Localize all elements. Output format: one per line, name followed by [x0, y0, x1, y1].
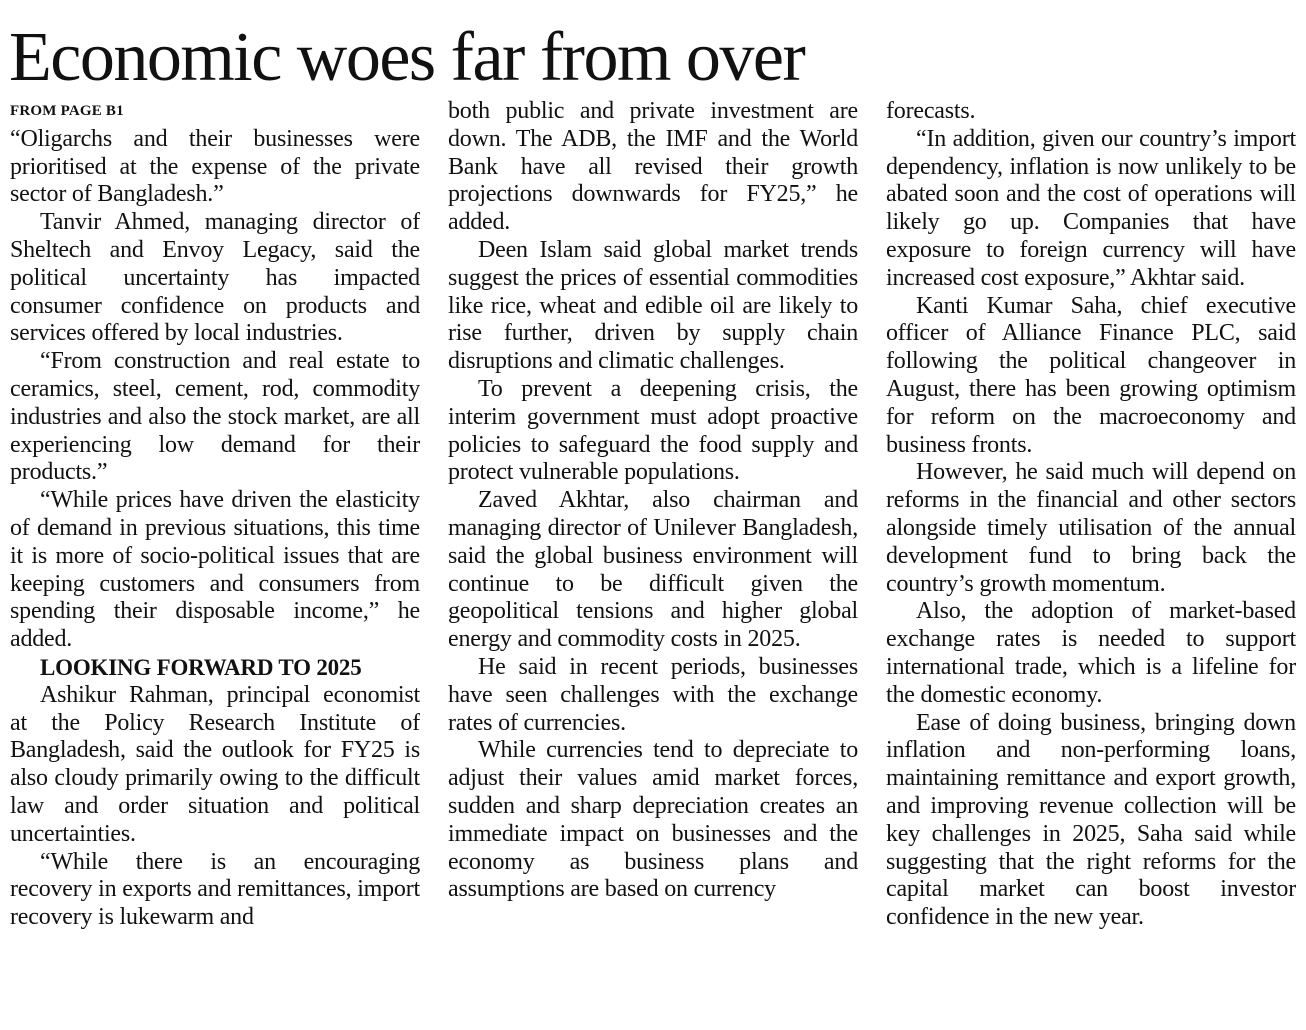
subheading: LOOKING FORWARD TO 2025: [40, 654, 362, 680]
paragraph: However, he said much will depend on reforms in the financial and other sectors alongside timely utilisation of the annual development fund to bring back the country’s growth momentum.: [886, 459, 1296, 597]
paragraph: both public and private investment are down. The ADB, the IMF and the World Bank have all revised their growth projections downwards for FY25,” he added.: [448, 98, 858, 236]
article-column-2: [448, 98, 858, 1023]
paragraph: “While there is an encouraging recovery in exports and remittances, import recovery is lukewarm and: [10, 848, 420, 931]
paragraph: “While prices have driven the elasticity of demand in previous situations, this time it is more of socio-political issues that are keeping customers and consumers from spending their disposable income,” he added.: [10, 487, 420, 653]
paragraph: Tanvir Ahmed, managing director of Sheltech and Envoy Legacy, said the political uncertainty has impacted consumer confidence on products and services offered by local industries.: [10, 209, 420, 347]
paragraph: Also, the adoption of market-based exchange rates is needed to support international trade, which is a lifeline for the domestic economy.: [886, 598, 1296, 708]
article-column-1: [10, 98, 420, 1023]
paragraph: Deen Islam said global market trends suggest the prices of essential commodities like rice, wheat and edible oil are likely to rise further, driven by supply chain disruptions and climatic challenges.: [448, 236, 858, 375]
paragraph: Ease of doing business, bringing down inflation and non-performing loans, maintaining remittance and export growth, and improving revenue collection will be key challenges in 2025, Saha said while suggesting that the right reforms for the capital market can boost investor confidence in the new year.: [886, 709, 1296, 931]
paragraph: Zaved Akhtar, also chairman and managing director of Unilever Bangladesh, said the global business environment will continue to be difficult given the geopolitical tensions and higher global energy and commodity costs in 2025.: [448, 487, 858, 653]
paragraph: forecasts.: [886, 98, 976, 124]
paragraph: He said in recent periods, businesses have seen challenges with the exchange rates of currencies.: [448, 653, 858, 736]
paragraph: While currencies tend to depreciate to adjust their values amid market forces, sudden and sharp depreciation creates an immediate impact on businesses and the economy as business plans and assumptions are based on currency: [448, 737, 858, 903]
headline: Economic woes far from over: [9, 19, 805, 96]
jump-line: FROM PAGE B1: [10, 103, 124, 119]
paragraph: Ashikur Rahman, principal economist at the Policy Research Institute of Bangladesh, said the outlook for FY25 is also cloudy primarily owing to the difficult law and order situation and political uncertainties.: [10, 681, 420, 847]
paragraph: “In addition, given our country’s import dependency, inflation is now unlikely to be abated soon and the cost of operations will likely go up. Companies that have exposure to foreign currency will have increased cost exposure,” Akhtar said.: [886, 125, 1296, 291]
paragraph: “Oligarchs and their businesses were prioritised at the expense of the private sector of Bangladesh.”: [10, 125, 420, 208]
paragraph: To prevent a deepening crisis, the interim government must adopt proactive policies to safeguard the food supply and protect vulnerable populations.: [448, 375, 858, 486]
article-column-3: [886, 98, 1296, 1023]
paragraph: Kanti Kumar Saha, chief executive officer of Alliance Finance PLC, said following the political changeover in August, there has been growing optimism for reform on the macroeconomy and business fronts.: [886, 292, 1296, 458]
paragraph: “From construction and real estate to ceramics, steel, cement, rod, commodity industries and also the stock market, are all experiencing low demand for their products.”: [10, 348, 420, 486]
